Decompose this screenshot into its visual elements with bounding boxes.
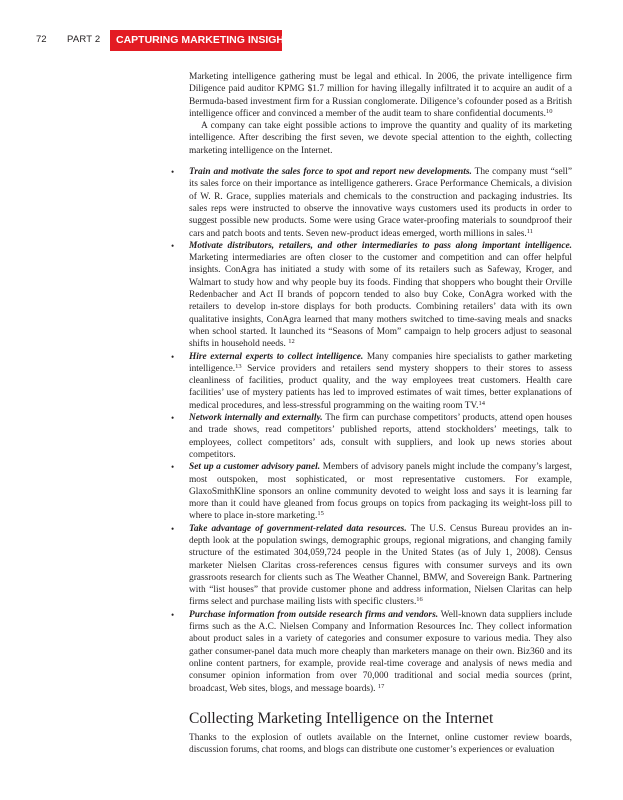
footnote-ref: 14 (478, 399, 485, 407)
bullet-lead: Train and motivate the sales force to spot and report new developments. (189, 167, 472, 178)
list-item: • Purchase information from outside research firms and vendors. Well-known data suppliers include firms such as the A.C. Nielsen Company and Information Resources Inc. They collect information about product sales in a variety of categories and consumer exposure to various media. They also gather consumer-panel data much more cheaply than marketers manage on their own. Biz360 and its online content partners, for example, provide real-time coverage and analysis of news media and consumer opinion information from over 70,000 traditional and social media sources (print, broadcast, Web sites, blogs, and message boards). $^{17}$ (189, 609, 572, 695)
footnote-ref: 10 (545, 107, 553, 115)
list-item: • Take advantage of government-related data resources. The U.S. Census Bureau provides an in-depth look at the population swings, demographic groups, regional migrations, and changing family structure of the estimated 304,059,724 people in the United States (as of July 1, 2008). Census marketer Nielsen Claritas cross-references census figures with consumer surveys and its own grassroots research for clients such as The Weather Channel, BMW, and Sovereign Bank. Partnering with “list houses” that provide customer phone and address information, Nielsen Claritas can help firms select and purchase mailing lists with specific clusters.$^{16}$ (189, 523, 572, 609)
footnote-ref: 15 (317, 510, 324, 518)
section-body: Thanks to the explosion of outlets available on the Internet, online customer review boards, discussion forums, chat rooms, and blogs can distribute one customer’s experiences or evaluation (189, 732, 572, 756)
bullet-lead: Motivate distributors, retailers, and other intermediaries to pass along important intelligence. (189, 240, 572, 251)
list-item: • Set up a customer advisory panel. Members of advisory panels might include the company’s largest, most outspoken, most sophisticated, or most representative customers. For example, GlaxoSmithKline sponsors an online community devoted to weight loss and says it is learning far more than it could have gleaned from focus groups on topics from packaging its weight-loss pill to where to place in-store marketing.$^{15}$ (189, 461, 572, 522)
page-number: 72 (36, 34, 47, 45)
bullet-lead: Take advantage of government-related data resources. (189, 523, 407, 534)
list-item: • Motivate distributors, retailers, and other intermediaries to pass along important intelligence. Marketing intermediaries are often closer to the customer and competition and can offer helpful insights. ConAgra has initiated a study with some of its retailers such as Safeway, Kroger, and Walmart to study how and why people buy its foods. Finding that shoppers who bought their Orville Redenbacher and Act II brands of popcorn tended to also buy Coke, ConAgra worked with the retailers to develop in-store displays for both products. Combining retailers’ data with its own qualitative insights, ConAgra learned that many mothers switched to time-saving meals and snacks when school started. It launched its “Seasons of Mom” campaign to help grocers adjust to seasonal shifts in household needs. $^{12}$ (189, 240, 572, 351)
action-list (189, 166, 572, 695)
part-label: PART 2 (67, 34, 101, 45)
footnote-ref: 12 (288, 338, 295, 346)
bullet-lead: Purchase information from outside research firms and vendors. (189, 609, 439, 620)
main-content (189, 71, 572, 756)
intro-paragraph-2: A company can take eight possible actions to improve the quantity and quality of its marketing intelligence. After describing the first seven, we devote special attention to the eighth, collecting marketing intelligence on the Internet. (189, 121, 572, 156)
list-item: • Train and motivate the sales force to spot and report new developments. The company must “sell” its sales force on their importance as intelligence gatherers. Grace Performance Chemicals, a division of W. R. Grace, supplies materials and chemicals to the construction and packaging industries. Its sales reps were instructed to observe the innovative ways customers used its products in order to suggest possible new products. Some were using Grace water-proofing materials to soundproof their cars and patch boots and tents. Seven new-product ideas emerged, worth millions in sales.$^{11}$ (189, 166, 572, 240)
section-heading: Collecting Marketing Intelligence on the Internet (189, 709, 494, 727)
list-item: • Hire external experts to collect intelligence. Many companies hire specialists to gather marketing intelligence.$^{13}$ Service providers and retailers send mystery shoppers to their stores to assess cleanliness of facilities, product quality, and the way employees treat customers. Health care facilities’ use of mystery patients has led to improved estimates of wait times, better explanations of medical procedures, and less-stressful programming on the waiting room TV.$^{14}$ (189, 351, 572, 412)
list-item: • Network internally and externally. The firm can purchase competitors’ products, attend open houses and trade shows, read competitors’ published reports, attend stockholders’ meetings, talk to employees, collect competitors’ ads, consult with suppliers, and look up news stories about competitors. (189, 412, 572, 461)
footnote-ref: 17 (377, 682, 385, 690)
footnote-ref: 13 (235, 362, 242, 370)
bullet-lead: Network internally and externally. (189, 413, 323, 424)
running-header (0, 33, 623, 51)
bullet-lead: Hire external experts to collect intelligence. (189, 351, 364, 362)
intro-paragraph-1: Marketing intelligence gathering must be legal and ethical. In 2006, the private intelligence firm Diligence paid auditor KPMG $1.7 million for having illegally infiltrated it to acquire an audit of a Bermuda-based investment firm for a Russian conglomerate. Diligence’s cofounder posed as a British intelligence officer and convinced a member of the audit team to share confidential documents.$^{10}$ (189, 72, 572, 119)
section-title-tag: CAPTURING MARKETING INSIGHTS (110, 30, 282, 51)
footnote-ref: 16 (416, 596, 423, 604)
bullet-lead: Set up a customer advisory panel. (189, 462, 321, 473)
footnote-ref: 11 (526, 227, 534, 235)
